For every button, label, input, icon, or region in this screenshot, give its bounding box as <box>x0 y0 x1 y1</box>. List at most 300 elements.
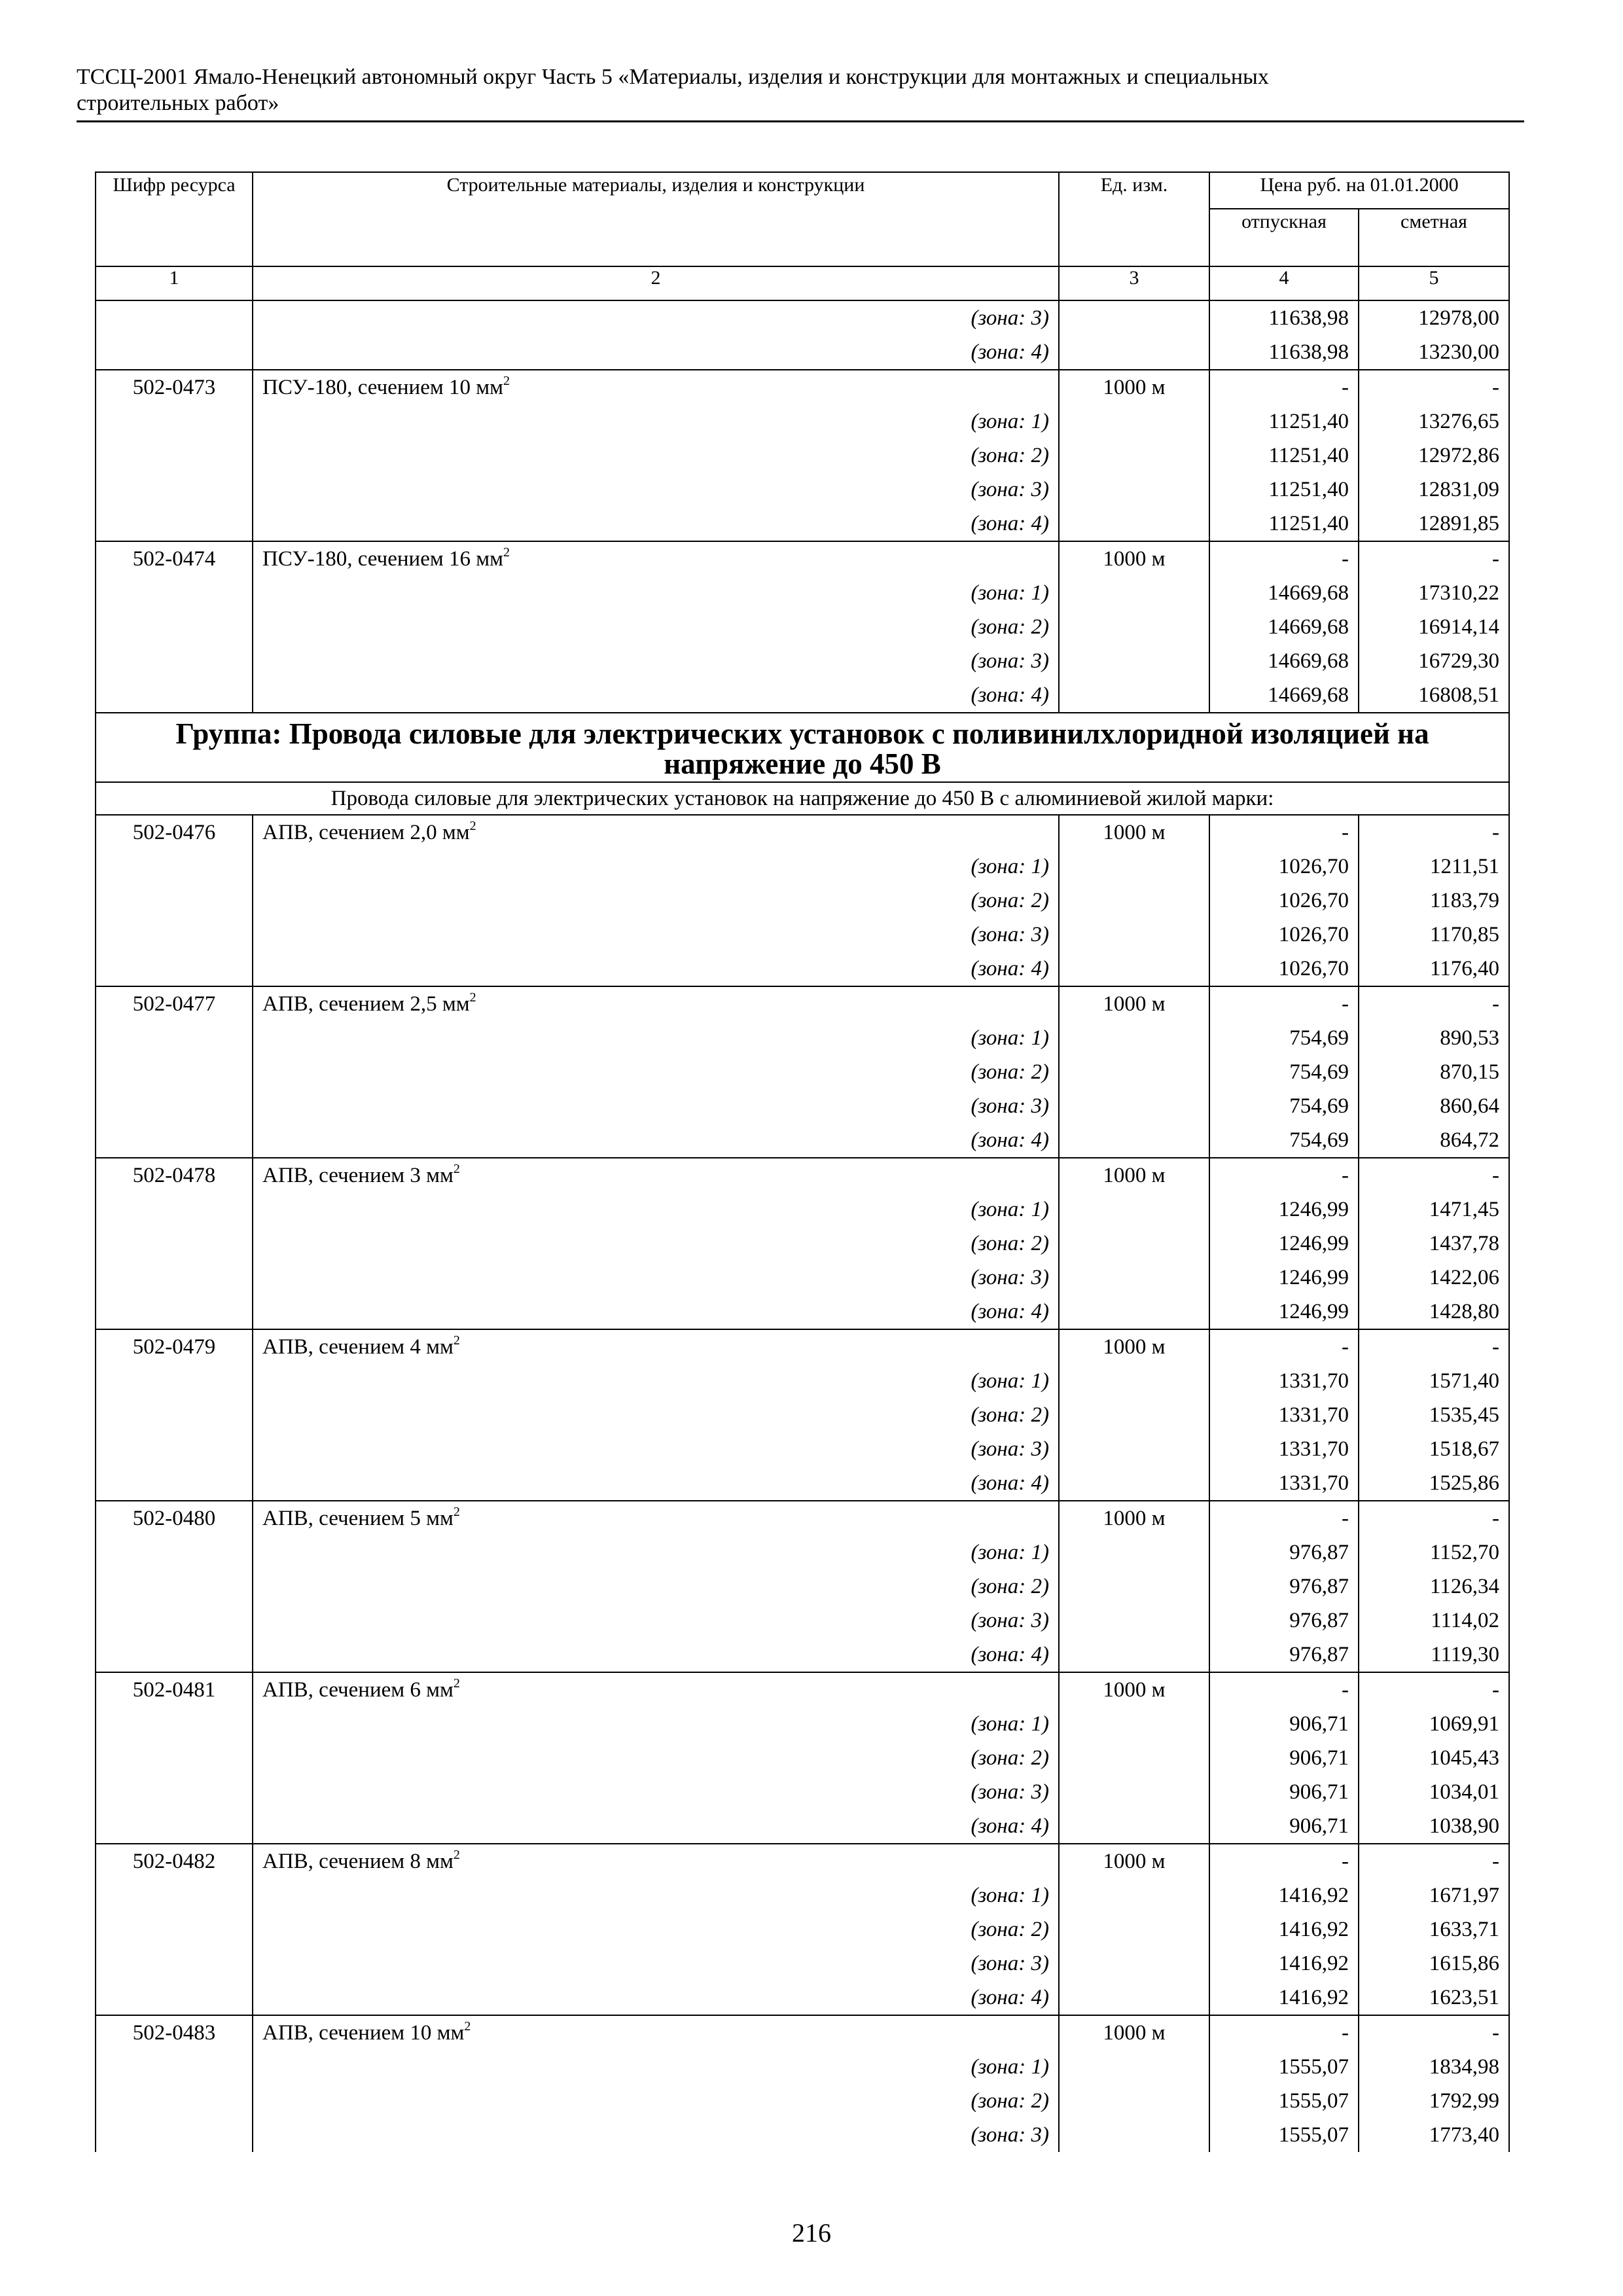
resource-code-text: 502-0482 <box>132 1850 216 1873</box>
price-release-text: 906,71 <box>1289 1746 1349 1770</box>
price-estimate-text: 860,64 <box>1440 1094 1500 1118</box>
price-estimate-text: 1792,99 <box>1429 2089 1500 2113</box>
price-release-text: 754,69 <box>1289 1094 1349 1118</box>
resource-code <box>96 1501 253 1535</box>
zone-label-text: (зона: 3) <box>971 478 1049 501</box>
table-row <box>96 473 1509 507</box>
table-row <box>96 2050 1509 2084</box>
price-estimate-text: 1152,70 <box>1429 1541 1500 1564</box>
material-name <box>253 986 1059 1021</box>
table-row <box>96 1707 1509 1741</box>
resource-code-cell <box>96 335 253 370</box>
material-name-text: ПСУ-180, сечением 10 мм <box>262 376 503 399</box>
table-row <box>96 1364 1509 1398</box>
price-release <box>1209 1158 1359 1193</box>
price-release-text: 11251,40 <box>1268 512 1349 535</box>
resource-code-text: 502-0480 <box>132 1507 216 1530</box>
price-estimate <box>1359 473 1509 507</box>
price-release <box>1209 1295 1359 1329</box>
unit-cell <box>1059 1398 1209 1432</box>
resource-code-cell <box>96 1227 253 1261</box>
unit-cell <box>1059 1912 1209 1946</box>
unit-superscript: 2 <box>453 1505 460 1519</box>
price-estimate-text: 1183,79 <box>1429 889 1500 912</box>
price-release-text: 11251,40 <box>1268 444 1349 467</box>
resource-code-text: 502-0476 <box>132 821 216 844</box>
page-header-line-1: ТССЦ-2001 Ямало-Ненецкий автономный округ Часть 5 «Материалы, изделия и конструкции для монтажных и специальных <box>77 65 1269 89</box>
price-estimate-text: 1623,51 <box>1429 1986 1500 2009</box>
zone-label-text: (зона: 2) <box>971 889 1049 912</box>
zone-label-text: (зона: 4) <box>971 1471 1049 1495</box>
price-release-text: - <box>1342 376 1349 399</box>
material-name <box>253 1501 1059 1535</box>
price-estimate <box>1359 404 1509 439</box>
price-release <box>1209 1364 1359 1398</box>
price-estimate <box>1359 1809 1509 1844</box>
resource-code-cell <box>96 1707 253 1741</box>
price-release <box>1209 1809 1359 1844</box>
zone-label <box>253 850 1059 884</box>
price-release-text: 1331,70 <box>1278 1403 1349 1427</box>
unit-cell <box>1059 1604 1209 1638</box>
price-estimate-text: 1119,30 <box>1431 1643 1500 1666</box>
zone-label-text: (зона: 3) <box>971 923 1049 946</box>
unit-cell <box>1059 1295 1209 1329</box>
resource-code-cell <box>96 1570 253 1604</box>
resource-code-cell <box>96 2084 253 2118</box>
unit-cell-text: 1000 м <box>1103 992 1166 1016</box>
resource-code-cell <box>96 1981 253 2015</box>
unit-superscript: 2 <box>464 2019 471 2034</box>
col-number-3: 3 <box>1059 266 1209 300</box>
price-release <box>1209 2050 1359 2084</box>
zone-label-text: (зона: 2) <box>971 615 1049 639</box>
price-estimate-text: 1114,02 <box>1431 1609 1500 1632</box>
material-name-text: АПВ, сечением 2,5 мм <box>262 992 470 1016</box>
price-estimate <box>1359 1707 1509 1741</box>
price-release <box>1209 1089 1359 1123</box>
price-estimate-text: 1615,86 <box>1429 1952 1500 1975</box>
price-estimate-text: 1034,01 <box>1429 1780 1500 1804</box>
page-header-line-2: строительных работ» <box>77 91 279 115</box>
price-release <box>1209 1193 1359 1227</box>
table-row <box>96 404 1509 439</box>
zone-label-text: (зона: 4) <box>971 1643 1049 1666</box>
price-estimate-text: 12891,85 <box>1418 512 1500 535</box>
price-estimate-text: - <box>1492 2021 1500 2045</box>
price-estimate-text: 16729,30 <box>1418 649 1500 673</box>
unit-cell <box>1059 1638 1209 1672</box>
price-release-text: 754,69 <box>1289 1060 1349 1084</box>
price-release <box>1209 918 1359 952</box>
resource-code-cell <box>96 2050 253 2084</box>
zone-label <box>253 1055 1059 1089</box>
zone-label <box>253 918 1059 952</box>
price-release-text: 1416,92 <box>1278 1952 1349 1975</box>
price-estimate-text: 1170,85 <box>1429 923 1500 946</box>
price-estimate <box>1359 1672 1509 1707</box>
resource-code-cell <box>96 610 253 644</box>
unit-superscript: 2 <box>469 819 476 833</box>
price-release <box>1209 473 1359 507</box>
price-estimate-text: 17310,22 <box>1418 581 1500 605</box>
price-estimate <box>1359 1364 1509 1398</box>
price-release <box>1209 1912 1359 1946</box>
price-estimate-text: 1045,43 <box>1429 1746 1500 1770</box>
price-estimate-text: 1422,06 <box>1429 1266 1500 1289</box>
resource-code-cell <box>96 1295 253 1329</box>
price-estimate <box>1359 1295 1509 1329</box>
price-release <box>1209 404 1359 439</box>
price-estimate <box>1359 2118 1509 2152</box>
table-row <box>96 1021 1509 1055</box>
price-estimate <box>1359 541 1509 576</box>
resource-code-cell <box>96 1432 253 1466</box>
price-estimate <box>1359 1981 1509 2015</box>
zone-label <box>253 1295 1059 1329</box>
price-release-text: 14669,68 <box>1268 615 1349 639</box>
resource-code-cell <box>96 1535 253 1570</box>
zone-label-text: (зона: 3) <box>971 1609 1049 1632</box>
table-row <box>96 1261 1509 1295</box>
table-row <box>96 439 1509 473</box>
resource-code-text: 502-0478 <box>132 1164 216 1187</box>
price-estimate <box>1359 918 1509 952</box>
resource-code-cell <box>96 1089 253 1123</box>
resource-code-cell <box>96 1193 253 1227</box>
unit-superscript: 2 <box>453 1162 460 1176</box>
price-release <box>1209 1227 1359 1261</box>
table-row <box>96 1672 1509 1707</box>
zone-label <box>253 1981 1059 2015</box>
price-release <box>1209 1261 1359 1295</box>
zone-label-text: (зона: 3) <box>971 2123 1049 2147</box>
table-row <box>96 1398 1509 1432</box>
col-number-2: 2 <box>253 266 1059 300</box>
zone-label-text: (зона: 4) <box>971 1128 1049 1152</box>
table-row <box>96 1809 1509 1844</box>
zone-label-text: (зона: 1) <box>971 1541 1049 1564</box>
price-estimate <box>1359 2084 1509 2118</box>
zone-label <box>253 1466 1059 1501</box>
zone-label-text: (зона: 1) <box>971 1026 1049 1050</box>
unit-cell-text: 1000 м <box>1103 1678 1166 1702</box>
price-release <box>1209 300 1359 335</box>
resource-code-cell <box>96 644 253 678</box>
unit-superscript: 2 <box>453 1333 460 1348</box>
material-name <box>253 1329 1059 1364</box>
price-estimate-text: - <box>1492 547 1500 571</box>
resource-code-cell <box>96 918 253 952</box>
zone-label-text: (зона: 3) <box>971 306 1049 330</box>
price-release-text: 754,69 <box>1289 1128 1349 1152</box>
price-estimate <box>1359 1227 1509 1261</box>
material-name-text: АПВ, сечением 5 мм <box>262 1507 454 1530</box>
zone-label <box>253 1638 1059 1672</box>
zone-label <box>253 439 1059 473</box>
zone-label <box>253 1089 1059 1123</box>
unit-cell-text: 1000 м <box>1103 547 1166 571</box>
price-release <box>1209 2118 1359 2152</box>
unit-superscript: 2 <box>453 1848 460 1862</box>
price-release-text: 1246,99 <box>1278 1198 1349 1221</box>
zone-label-text: (зона: 4) <box>971 1986 1049 2009</box>
zone-label <box>253 1193 1059 1227</box>
unit-cell <box>1059 439 1209 473</box>
resource-code-cell <box>96 1123 253 1158</box>
price-release <box>1209 1055 1359 1089</box>
price-estimate <box>1359 952 1509 986</box>
unit-cell <box>1059 2084 1209 2118</box>
price-estimate-text: 864,72 <box>1440 1128 1500 1152</box>
table-row <box>96 541 1509 576</box>
price-estimate-text: 1525,86 <box>1429 1471 1500 1495</box>
unit-cell <box>1059 541 1209 576</box>
col-header-price-group: Цена руб. на 01.01.2000 <box>1209 172 1509 209</box>
resource-code <box>96 815 253 850</box>
price-release-text: 11251,40 <box>1268 478 1349 501</box>
resource-code-cell <box>96 850 253 884</box>
price-table <box>95 171 1510 2152</box>
resource-code-cell <box>96 300 253 335</box>
zone-label-text: (зона: 2) <box>971 1918 1049 1941</box>
price-release <box>1209 1123 1359 1158</box>
unit-cell <box>1059 1158 1209 1193</box>
price-estimate <box>1359 986 1509 1021</box>
zone-label <box>253 1364 1059 1398</box>
table-row <box>96 678 1509 713</box>
zone-label-text: (зона: 2) <box>971 1746 1049 1770</box>
unit-cell-text: 1000 м <box>1103 376 1166 399</box>
unit-cell <box>1059 918 1209 952</box>
group-subtitle: Провода силовые для электрических установок на напряжение до 450 В с алюминиевой жилой марки: <box>96 782 1509 815</box>
unit-cell <box>1059 1946 1209 1981</box>
col-header-price-estimate: сметная <box>1359 209 1509 266</box>
price-estimate <box>1359 1638 1509 1672</box>
price-estimate <box>1359 1193 1509 1227</box>
unit-cell <box>1059 1570 1209 1604</box>
table-row <box>96 1741 1509 1775</box>
resource-code-cell <box>96 473 253 507</box>
material-name <box>253 2015 1059 2050</box>
resource-code <box>96 986 253 1021</box>
resource-code-cell <box>96 1809 253 1844</box>
price-release-text: 11251,40 <box>1268 410 1349 433</box>
zone-label-text: (зона: 4) <box>971 1814 1049 1838</box>
price-release-text: - <box>1342 1164 1349 1187</box>
price-estimate-text: 1571,40 <box>1429 1369 1500 1393</box>
zone-label-text: (зона: 3) <box>971 1094 1049 1118</box>
zone-label <box>253 335 1059 370</box>
price-estimate <box>1359 439 1509 473</box>
zone-label <box>253 404 1059 439</box>
price-estimate-text: - <box>1492 992 1500 1016</box>
zone-label-text: (зона: 2) <box>971 1232 1049 1255</box>
price-estimate-text: 1211,51 <box>1429 855 1500 878</box>
table-row <box>96 952 1509 986</box>
price-release <box>1209 1981 1359 2015</box>
zone-label <box>253 1912 1059 1946</box>
price-estimate <box>1359 1946 1509 1981</box>
price-release-text: 14669,68 <box>1268 581 1349 605</box>
unit-superscript: 2 <box>503 374 510 388</box>
price-release-text: - <box>1342 1850 1349 1873</box>
resource-code <box>96 1158 253 1193</box>
table-row <box>96 1912 1509 1946</box>
zone-label <box>253 1809 1059 1844</box>
table-row <box>96 576 1509 610</box>
price-release-text: 1331,70 <box>1278 1437 1349 1461</box>
price-estimate-text: 1671,97 <box>1429 1884 1500 1907</box>
price-release <box>1209 1741 1359 1775</box>
zone-label <box>253 1261 1059 1295</box>
resource-code-text: 502-0483 <box>132 2021 216 2045</box>
unit-cell-text: 1000 м <box>1103 2021 1166 2045</box>
table-row <box>96 1501 1509 1535</box>
resource-code-cell <box>96 1604 253 1638</box>
material-name <box>253 1844 1059 1878</box>
zone-label <box>253 507 1059 541</box>
price-release-text: 1416,92 <box>1278 1986 1349 2009</box>
zone-label <box>253 1946 1059 1981</box>
price-estimate <box>1359 884 1509 918</box>
unit-superscript: 2 <box>469 990 476 1005</box>
unit-cell <box>1059 610 1209 644</box>
price-release-text: 976,87 <box>1289 1541 1349 1564</box>
table-row <box>96 1604 1509 1638</box>
unit-cell <box>1059 473 1209 507</box>
zone-label-text: (зона: 3) <box>971 1952 1049 1975</box>
price-estimate <box>1359 370 1509 404</box>
price-release <box>1209 1570 1359 1604</box>
resource-code-text: 502-0479 <box>132 1335 216 1359</box>
zone-label <box>253 1604 1059 1638</box>
material-name-text: ПСУ-180, сечением 16 мм <box>262 547 503 571</box>
unit-cell-text: 1000 м <box>1103 1507 1166 1530</box>
table-row <box>96 850 1509 884</box>
price-release-text: 1555,07 <box>1278 2123 1349 2147</box>
price-estimate <box>1359 1089 1509 1123</box>
price-release <box>1209 1638 1359 1672</box>
price-estimate-text: 1518,67 <box>1429 1437 1500 1461</box>
resource-code-cell <box>96 404 253 439</box>
price-release-text: - <box>1342 992 1349 1016</box>
price-release-text: 1416,92 <box>1278 1884 1349 1907</box>
zone-label <box>253 1227 1059 1261</box>
price-release-text: 906,71 <box>1289 1814 1349 1838</box>
zone-label <box>253 2118 1059 2152</box>
price-estimate-text: 1834,98 <box>1429 2055 1500 2079</box>
price-release <box>1209 335 1359 370</box>
table-row <box>96 610 1509 644</box>
price-estimate <box>1359 1398 1509 1432</box>
header-rule <box>77 120 1524 122</box>
price-release <box>1209 815 1359 850</box>
zone-label-text: (зона: 2) <box>971 1060 1049 1084</box>
price-release <box>1209 1775 1359 1809</box>
resource-code-cell <box>96 1912 253 1946</box>
material-name-text: АПВ, сечением 2,0 мм <box>262 821 470 844</box>
price-release-text: 1331,70 <box>1278 1471 1349 1495</box>
price-estimate <box>1359 815 1509 850</box>
price-estimate-text: 1437,78 <box>1429 1232 1500 1255</box>
unit-cell <box>1059 1364 1209 1398</box>
table-row <box>96 1158 1509 1193</box>
unit-cell <box>1059 1775 1209 1809</box>
resource-code <box>96 541 253 576</box>
price-release <box>1209 952 1359 986</box>
col-header-code: Шифр ресурса <box>96 172 253 266</box>
unit-cell <box>1059 300 1209 335</box>
price-estimate <box>1359 1741 1509 1775</box>
price-estimate <box>1359 576 1509 610</box>
material-name-text: АПВ, сечением 8 мм <box>262 1850 454 1873</box>
price-estimate-text: 1428,80 <box>1429 1300 1500 1323</box>
unit-cell <box>1059 850 1209 884</box>
zone-label-text: (зона: 4) <box>971 340 1049 364</box>
price-estimate <box>1359 335 1509 370</box>
zone-label-text: (зона: 4) <box>971 512 1049 535</box>
price-estimate <box>1359 644 1509 678</box>
unit-cell <box>1059 1809 1209 1844</box>
table-row <box>96 1878 1509 1912</box>
price-release <box>1209 884 1359 918</box>
table-row <box>96 2015 1509 2050</box>
table-row <box>96 1981 1509 2015</box>
zone-label <box>253 1741 1059 1775</box>
price-release-text: 1555,07 <box>1278 2089 1349 2113</box>
unit-cell <box>1059 1227 1209 1261</box>
price-release-text: 906,71 <box>1289 1712 1349 1736</box>
zone-label <box>253 1535 1059 1570</box>
price-estimate <box>1359 300 1509 335</box>
price-release <box>1209 2015 1359 2050</box>
unit-cell <box>1059 370 1209 404</box>
price-release <box>1209 1672 1359 1707</box>
price-estimate <box>1359 1329 1509 1364</box>
unit-cell <box>1059 1707 1209 1741</box>
price-estimate-text: - <box>1492 1850 1500 1873</box>
unit-cell <box>1059 1329 1209 1364</box>
resource-code-cell <box>96 884 253 918</box>
unit-cell <box>1059 1123 1209 1158</box>
zone-label <box>253 473 1059 507</box>
col-number-1: 1 <box>96 266 253 300</box>
zone-label-text: (зона: 3) <box>971 649 1049 673</box>
resource-code-cell <box>96 2118 253 2152</box>
resource-code <box>96 1672 253 1707</box>
zone-label-text: (зона: 1) <box>971 581 1049 605</box>
unit-cell <box>1059 1741 1209 1775</box>
zone-label <box>253 1021 1059 1055</box>
price-estimate-text: - <box>1492 1335 1500 1359</box>
resource-code <box>96 1844 253 1878</box>
unit-superscript: 2 <box>453 1676 460 1691</box>
price-estimate-text: 1535,45 <box>1429 1403 1500 1427</box>
price-estimate-text: 12978,00 <box>1418 306 1500 330</box>
price-release <box>1209 1878 1359 1912</box>
unit-cell <box>1059 884 1209 918</box>
price-release <box>1209 678 1359 713</box>
zone-label <box>253 2050 1059 2084</box>
table-row <box>96 300 1509 335</box>
resource-code-cell <box>96 952 253 986</box>
resource-code-cell <box>96 1364 253 1398</box>
price-estimate-text: 16914,14 <box>1418 615 1500 639</box>
col-header-unit: Ед. изм. <box>1059 172 1209 266</box>
unit-cell <box>1059 644 1209 678</box>
table-row <box>96 370 1509 404</box>
